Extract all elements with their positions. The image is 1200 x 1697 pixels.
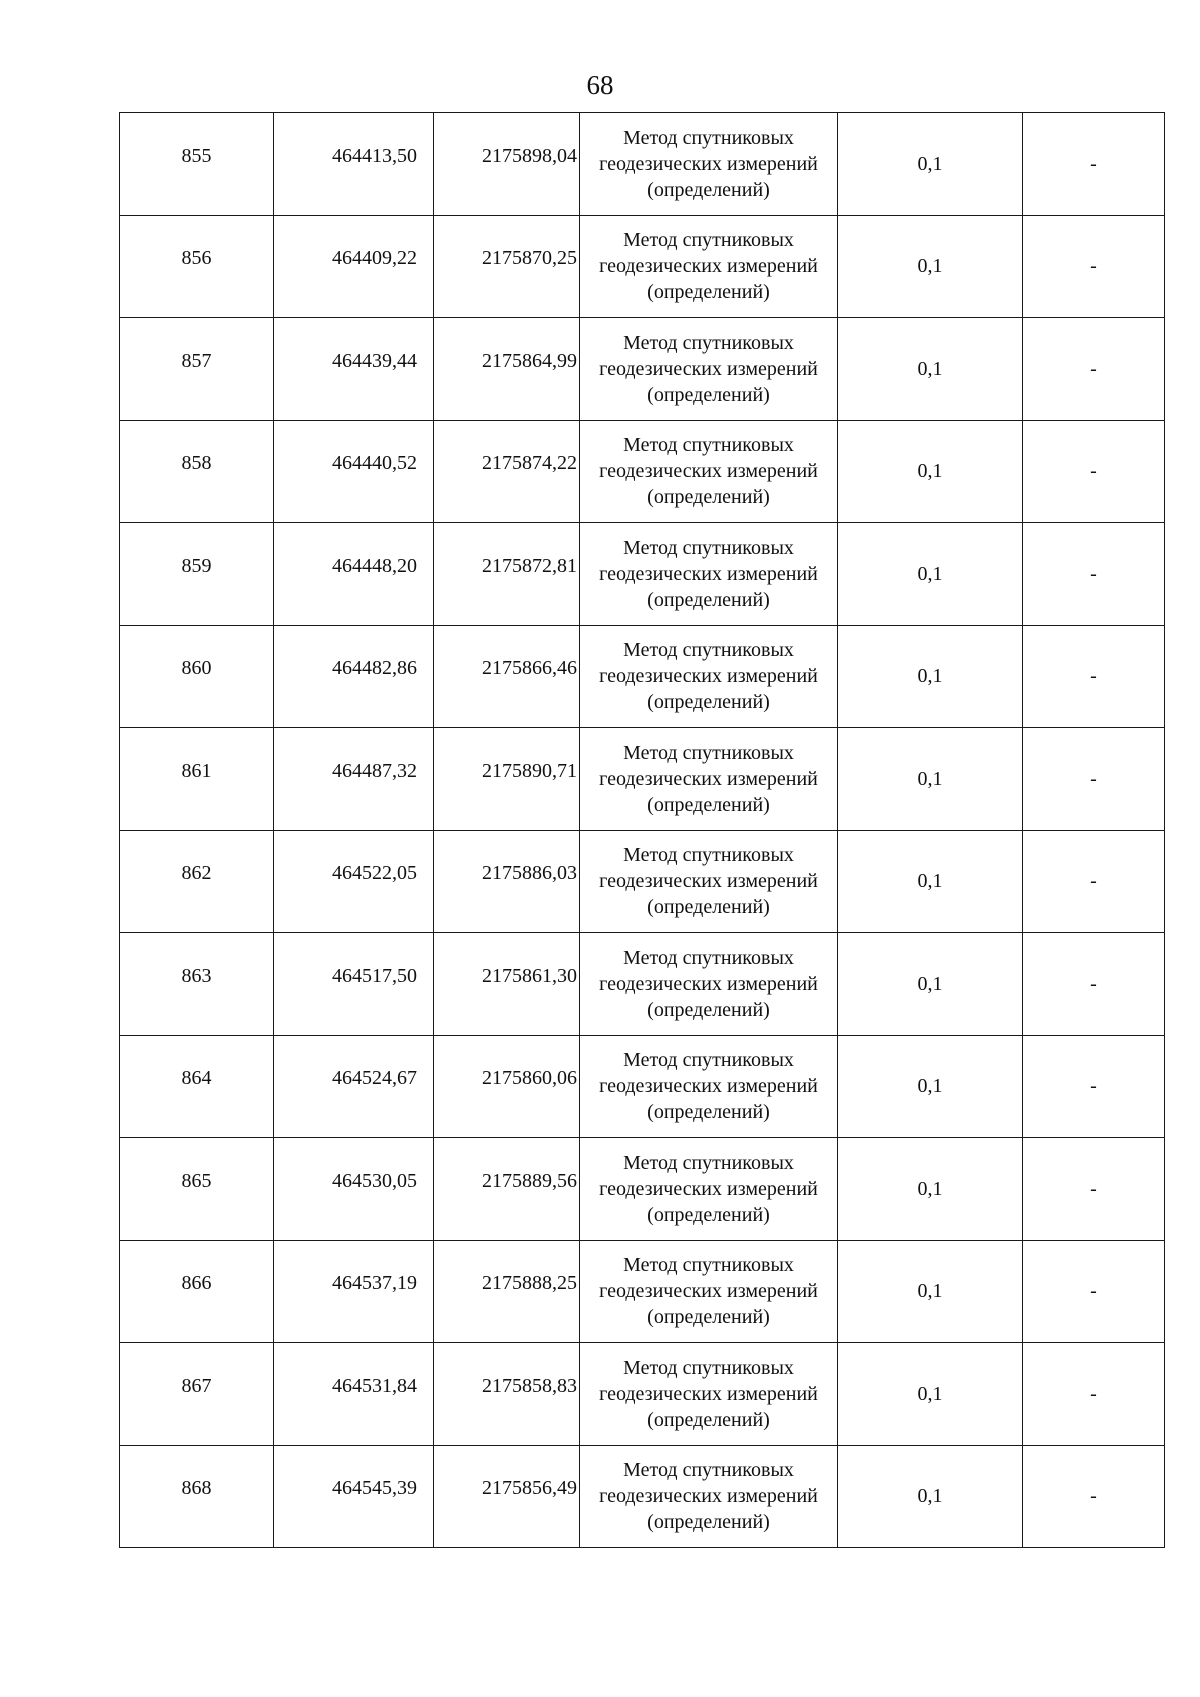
point-number-cell-value: 867 [181, 1374, 212, 1397]
method-cell [580, 318, 838, 421]
accuracy-cell: 0,1 [838, 420, 1023, 523]
method-line: Метод спутниковых [623, 536, 794, 559]
accuracy-cell: 0,1 [838, 830, 1023, 933]
y-coordinate-cell-value: 2175889,56 [482, 1169, 577, 1192]
x-coordinate-cell-value: 464531,84 [332, 1374, 417, 1397]
table-row [120, 1138, 1165, 1241]
point-number-cell [120, 420, 274, 523]
description-cell: - [1023, 1445, 1165, 1548]
point-number-cell [120, 1445, 274, 1548]
x-coordinate-cell [274, 1445, 434, 1548]
x-coordinate-cell [274, 1035, 434, 1138]
x-coordinate-cell [274, 625, 434, 728]
accuracy-cell: 0,1 [838, 728, 1023, 831]
point-number-cell-value: 856 [181, 247, 212, 270]
description-cell: - [1023, 523, 1165, 626]
point-number-cell [120, 1343, 274, 1446]
x-coordinate-cell [274, 1240, 434, 1343]
y-coordinate-cell [434, 830, 580, 933]
point-number-cell [120, 728, 274, 831]
point-number-cell-value: 862 [181, 862, 212, 885]
accuracy-cell: 0,1 [838, 1240, 1023, 1343]
table-row [120, 318, 1165, 421]
description-cell: - [1023, 215, 1165, 318]
method-line: Метод спутниковых [623, 1151, 794, 1174]
x-coordinate-cell [274, 728, 434, 831]
table-row [120, 523, 1165, 626]
point-number-cell-value: 868 [181, 1477, 212, 1500]
x-coordinate-cell [274, 933, 434, 1036]
y-coordinate-cell [434, 625, 580, 728]
y-coordinate-cell [434, 318, 580, 421]
y-coordinate-cell [434, 1445, 580, 1548]
accuracy-cell: 0,1 [838, 1445, 1023, 1548]
table-row [120, 830, 1165, 933]
method-line: (определений) [647, 793, 770, 816]
description-cell: - [1023, 830, 1165, 933]
point-number-cell [120, 1138, 274, 1241]
point-number-cell-value: 859 [181, 554, 212, 577]
x-coordinate-cell [274, 523, 434, 626]
x-coordinate-cell [274, 830, 434, 933]
x-coordinate-cell-value: 464522,05 [332, 862, 417, 885]
x-coordinate-cell [274, 1343, 434, 1446]
description-cell: - [1023, 933, 1165, 1036]
y-coordinate-cell [434, 933, 580, 1036]
y-coordinate-cell [434, 523, 580, 626]
accuracy-cell: 0,1 [838, 215, 1023, 318]
coordinates-table [119, 112, 1165, 1548]
description-cell: - [1023, 318, 1165, 421]
point-number-cell-value: 864 [181, 1067, 212, 1090]
method-cell [580, 113, 838, 216]
method-line: (определений) [647, 998, 770, 1021]
method-line: (определений) [647, 1101, 770, 1124]
method-cell [580, 625, 838, 728]
point-number-cell [120, 1035, 274, 1138]
x-coordinate-cell-value: 464413,50 [332, 144, 417, 167]
x-coordinate-cell-value: 464530,05 [332, 1169, 417, 1192]
y-coordinate-cell-value: 2175886,03 [482, 862, 577, 885]
y-coordinate-cell-value: 2175890,71 [482, 759, 577, 782]
x-coordinate-cell [274, 420, 434, 523]
point-number-cell-value: 861 [181, 759, 212, 782]
point-number-cell [120, 830, 274, 933]
method-line: геодезических измерений [599, 870, 818, 893]
description-cell: - [1023, 113, 1165, 216]
table-row [120, 1035, 1165, 1138]
method-line: Метод спутниковых [623, 434, 794, 457]
method-line: геодезических измерений [599, 357, 818, 380]
y-coordinate-cell-value: 2175864,99 [482, 349, 577, 372]
method-line: (определений) [647, 1408, 770, 1431]
method-line: Метод спутниковых [623, 1049, 794, 1072]
method-cell [580, 728, 838, 831]
accuracy-cell: 0,1 [838, 1138, 1023, 1241]
x-coordinate-cell-value: 464482,86 [332, 657, 417, 680]
method-line: геодезических измерений [599, 1485, 818, 1508]
point-number-cell [120, 933, 274, 1036]
method-line: геодезических измерений [599, 562, 818, 585]
method-line: Метод спутниковых [623, 844, 794, 867]
y-coordinate-cell-value: 2175856,49 [482, 1477, 577, 1500]
method-line: геодезических измерений [599, 767, 818, 790]
method-line: (определений) [647, 383, 770, 406]
method-cell [580, 523, 838, 626]
page-number: 68 [586, 70, 614, 100]
y-coordinate-cell-value: 2175860,06 [482, 1067, 577, 1090]
method-line: (определений) [647, 896, 770, 919]
accuracy-cell: 0,1 [838, 523, 1023, 626]
method-line: Метод спутниковых [623, 1254, 794, 1277]
x-coordinate-cell-value: 464440,52 [332, 452, 417, 475]
accuracy-cell: 0,1 [838, 318, 1023, 421]
y-coordinate-cell-value: 2175874,22 [482, 452, 577, 475]
x-coordinate-cell-value: 464448,20 [332, 554, 417, 577]
y-coordinate-cell-value: 2175870,25 [482, 247, 577, 270]
y-coordinate-cell [434, 1138, 580, 1241]
point-number-cell [120, 625, 274, 728]
y-coordinate-cell-value: 2175858,83 [482, 1374, 577, 1397]
description-cell: - [1023, 1343, 1165, 1446]
y-coordinate-cell [434, 1240, 580, 1343]
method-line: Метод спутниковых [623, 1356, 794, 1379]
point-number-cell [120, 1240, 274, 1343]
table-row [120, 420, 1165, 523]
method-line: Метод спутниковых [623, 946, 794, 969]
point-number-cell-value: 863 [181, 964, 212, 987]
y-coordinate-cell-value: 2175888,25 [482, 1272, 577, 1295]
table-row [120, 113, 1165, 216]
table-row [120, 1445, 1165, 1548]
y-coordinate-cell-value: 2175861,30 [482, 964, 577, 987]
description-cell: - [1023, 1035, 1165, 1138]
description-cell: - [1023, 1138, 1165, 1241]
point-number-cell [120, 318, 274, 421]
x-coordinate-cell [274, 318, 434, 421]
method-line: Метод спутниковых [623, 1459, 794, 1482]
x-coordinate-cell-value: 464487,32 [332, 759, 417, 782]
point-number-cell-value: 858 [181, 452, 212, 475]
description-cell: - [1023, 1240, 1165, 1343]
table-body [120, 113, 1165, 1548]
accuracy-cell: 0,1 [838, 933, 1023, 1036]
x-coordinate-cell-value: 464517,50 [332, 964, 417, 987]
point-number-cell [120, 215, 274, 318]
method-cell [580, 830, 838, 933]
method-line: геодезических измерений [599, 1280, 818, 1303]
method-line: геодезических измерений [599, 255, 818, 278]
point-number-cell [120, 113, 274, 216]
table-row [120, 1343, 1165, 1446]
y-coordinate-cell [434, 1035, 580, 1138]
method-line: (определений) [647, 588, 770, 611]
x-coordinate-cell-value: 464537,19 [332, 1272, 417, 1295]
method-line: Метод спутниковых [623, 639, 794, 662]
method-line: Метод спутниковых [623, 741, 794, 764]
y-coordinate-cell-value: 2175872,81 [482, 554, 577, 577]
method-line: Метод спутниковых [623, 331, 794, 354]
method-line: геодезических измерений [599, 1382, 818, 1405]
table-row [120, 1240, 1165, 1343]
x-coordinate-cell [274, 215, 434, 318]
x-coordinate-cell-value: 464439,44 [332, 349, 417, 372]
point-number-cell [120, 523, 274, 626]
point-number-cell-value: 857 [181, 349, 212, 372]
table-row [120, 625, 1165, 728]
x-coordinate-cell-value: 464409,22 [332, 247, 417, 270]
method-line: Метод спутниковых [623, 126, 794, 149]
method-line: геодезических измерений [599, 152, 818, 175]
method-line: геодезических измерений [599, 972, 818, 995]
y-coordinate-cell-value: 2175866,46 [482, 657, 577, 680]
method-line: геодезических измерений [599, 1177, 818, 1200]
method-cell [580, 1445, 838, 1548]
table-row [120, 215, 1165, 318]
method-line: (определений) [647, 691, 770, 714]
point-number-cell-value: 860 [181, 657, 212, 680]
x-coordinate-cell [274, 113, 434, 216]
method-line: (определений) [647, 486, 770, 509]
method-cell [580, 1240, 838, 1343]
method-cell [580, 1138, 838, 1241]
y-coordinate-cell [434, 728, 580, 831]
x-coordinate-cell-value: 464545,39 [332, 1477, 417, 1500]
y-coordinate-cell [434, 113, 580, 216]
point-number-cell-value: 855 [181, 144, 212, 167]
method-line: Метод спутниковых [623, 229, 794, 252]
accuracy-cell: 0,1 [838, 1343, 1023, 1446]
x-coordinate-cell-value: 464524,67 [332, 1067, 417, 1090]
method-line: геодезических измерений [599, 460, 818, 483]
method-line: геодезических измерений [599, 1075, 818, 1098]
table-row [120, 728, 1165, 831]
method-line: (определений) [647, 178, 770, 201]
method-line: геодезических измерений [599, 665, 818, 688]
point-number-cell-value: 866 [181, 1272, 212, 1295]
y-coordinate-cell [434, 1343, 580, 1446]
method-cell [580, 933, 838, 1036]
method-line: (определений) [647, 1511, 770, 1534]
description-cell: - [1023, 625, 1165, 728]
method-line: (определений) [647, 1306, 770, 1329]
method-line: (определений) [647, 1203, 770, 1226]
description-cell: - [1023, 420, 1165, 523]
method-line: (определений) [647, 281, 770, 304]
point-number-cell-value: 865 [181, 1169, 212, 1192]
method-cell [580, 1343, 838, 1446]
description-cell: - [1023, 728, 1165, 831]
y-coordinate-cell [434, 420, 580, 523]
table-row [120, 933, 1165, 1036]
accuracy-cell: 0,1 [838, 625, 1023, 728]
y-coordinate-cell [434, 215, 580, 318]
x-coordinate-cell [274, 1138, 434, 1241]
accuracy-cell: 0,1 [838, 113, 1023, 216]
accuracy-cell: 0,1 [838, 1035, 1023, 1138]
method-cell [580, 215, 838, 318]
method-cell [580, 420, 838, 523]
y-coordinate-cell-value: 2175898,04 [482, 144, 577, 167]
method-cell [580, 1035, 838, 1138]
